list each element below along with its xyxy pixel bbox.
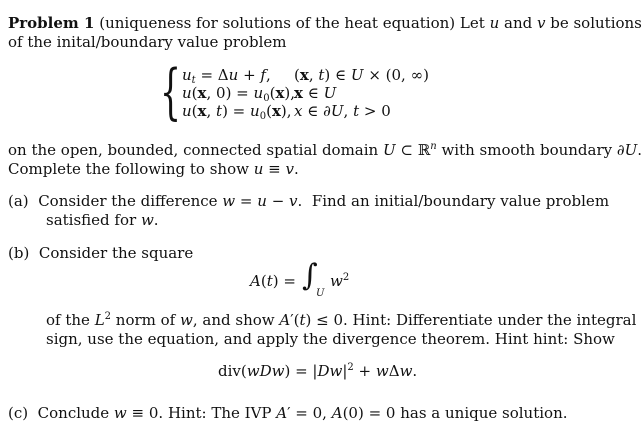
domain-line-2: Complete the following to show u ≡ v. bbox=[8, 160, 299, 178]
condition-3: x ∈ ∂U, t > 0 bbox=[294, 102, 391, 120]
left-brace: { bbox=[160, 57, 182, 127]
problem-intro-line-1 bbox=[8, 14, 642, 32]
part-b-line-1 bbox=[8, 244, 193, 262]
part-b-line-2: of the $L^2$ norm of w, and show A′(t) ≤ 0. Hint: Differentiate under the integral bbox=[46, 311, 637, 329]
equation-1: $u_t = \Delta u + f$, bbox=[182, 66, 271, 86]
part-a-label: (a) bbox=[8, 192, 29, 210]
area-formula bbox=[250, 258, 360, 304]
problem-intro-line-2: of the inital/boundary value problem bbox=[8, 33, 287, 51]
pde-system bbox=[160, 57, 429, 127]
integral-domain: U bbox=[316, 288, 325, 299]
part-b-intro: Consider the square bbox=[38, 244, 194, 262]
condition-1: (x, t) ∈ U × (0, ∞) bbox=[294, 66, 429, 84]
problem-intro-text: (uniqueness for solutions of the heat equation) Let u and v be solutions bbox=[99, 14, 642, 32]
domain-line-1: on the open, bounded, connected spatial domain U ⊂ ℝ$^n$ with smooth boundary ∂U. bbox=[8, 141, 642, 159]
part-c-line-1: (c) Conclude w ≡ 0. Hint: The IVP A′ = 0, A(0) = 0 has a unique solution. bbox=[8, 404, 568, 422]
part-b-label: (b) bbox=[8, 244, 30, 262]
problem-title: Problem 1 bbox=[8, 14, 95, 32]
part-a-line-2: satisfied for w. bbox=[46, 211, 159, 229]
integral-sign: ∫ bbox=[302, 258, 318, 293]
part-b-line-3: sign, use the equation, and apply the divergence theorem. Hint hint: Show bbox=[46, 330, 615, 348]
part-c-label: (c) bbox=[8, 404, 29, 422]
equation-2: u(x, $0) = u_0(x)$, bbox=[182, 84, 296, 104]
integrand: $w^2$ bbox=[330, 272, 350, 290]
divergence-identity: $div(wDw) = |Dw|^2 + w\Delta w$. bbox=[218, 362, 418, 380]
part-a-line-1: (a) Consider the difference w = u − v. Find an initial/boundary value problem bbox=[8, 192, 610, 210]
formula-lhs: A(t) = bbox=[250, 272, 296, 290]
equation-3: u(x, $t) = u_0(x)$, bbox=[182, 102, 292, 122]
condition-2: x ∈ U bbox=[294, 84, 337, 102]
